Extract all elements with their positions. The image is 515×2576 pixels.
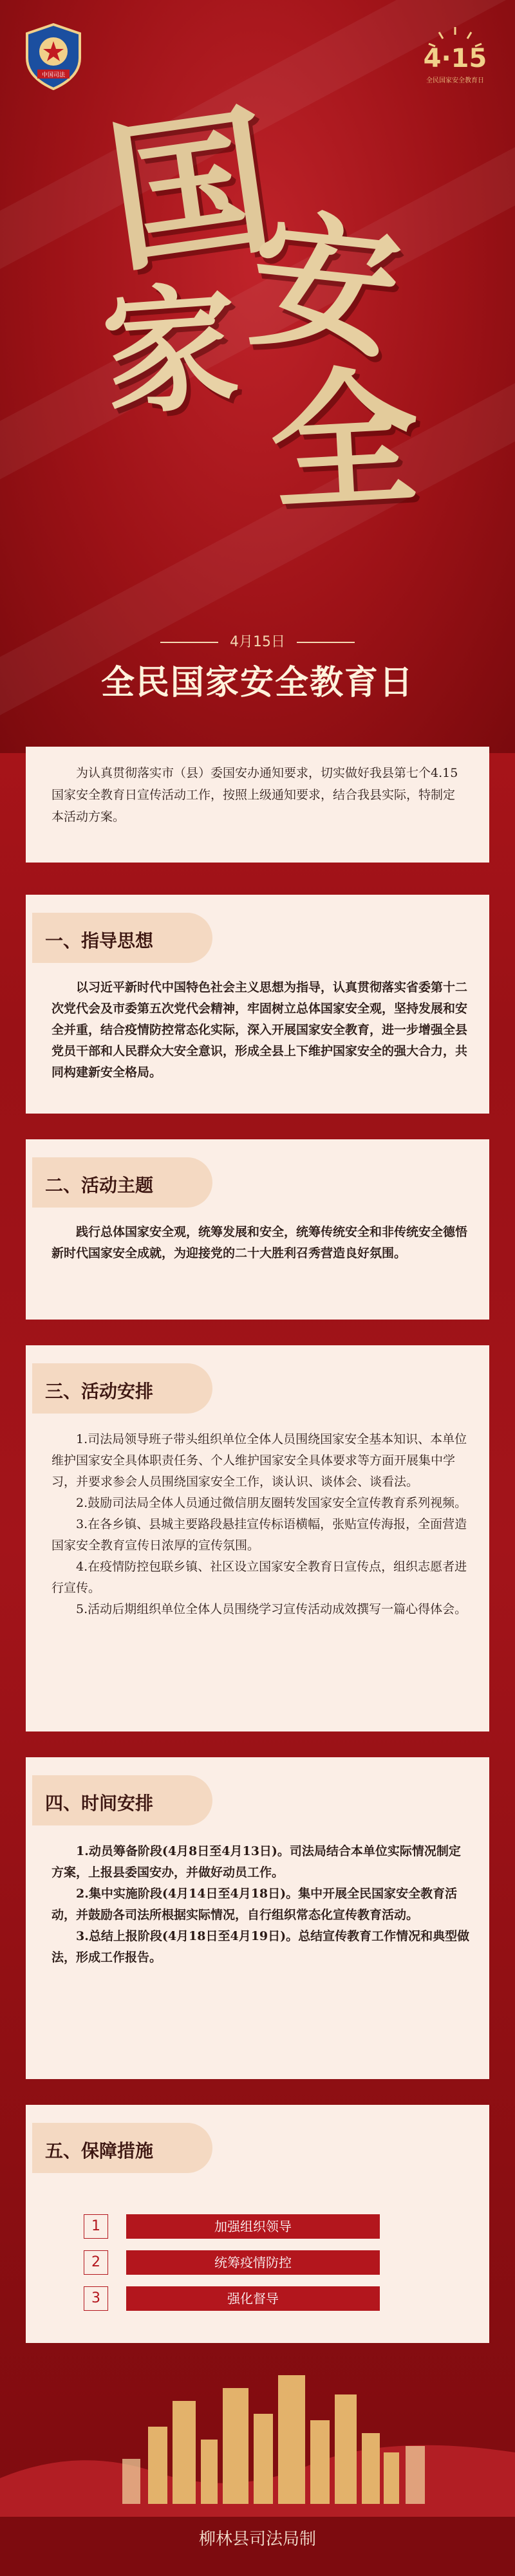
section-paragraph: 3.在各乡镇、县城主要路段悬挂宣传标语横幅，张贴宣传海报，全面营造国家安全教育宣传日浓厚的宣传氛围。	[52, 1517, 467, 1553]
section-schedule	[26, 1757, 489, 2079]
svg-text:4·15: 4·15	[423, 44, 487, 73]
section-activity-arrangement	[26, 1345, 489, 1731]
section-title: 五、保障措施	[45, 2140, 154, 2161]
section-guiding-ideology	[26, 895, 489, 1114]
section-paragraph: 1.动员筹备阶段(4月8日至4月13日)。司法局结合本单位实际情况制定方案，上报县委国安办，并做好动员工作。	[52, 1844, 461, 1880]
section-paragraph: 1.司法局领导班子带头组织单位全体人员围绕国家安全基本知识、本单位维护国家安全具体职责任务、个人维护国家安全具体要求等方面开展集中学习，并要求参会人员围绕国家安全工作，谈认识、谈体会、谈看法。	[52, 1432, 467, 1489]
hero-date: 4月15日	[0, 631, 515, 651]
judicial-emblem-icon	[24, 23, 82, 90]
section-paragraph: 2.集中实施阶段(4月14日至4月18日)。集中开展全民国家安全教育活动，并鼓励各司法所根据实际情况，自行组织常态化宣传教育活动。	[52, 1887, 458, 1922]
svg-text:全民国家安全教育日: 全民国家安全教育日	[426, 77, 484, 84]
section-paragraph: 以习近平新时代中国特色社会主义思想为指导，认真贯彻落实省委第十二次党代会及市委第五次党代会精神，牢固树立总体国家安全观，坚持发展和安全并重，结合疫情防控常态化实际，深入开展国家安全教育，进一步增强全县党员干部和人民群众大安全意识，形成全县上下维护国家安全的强大合力，共同构建新安全格局。	[52, 980, 468, 1079]
measure-item: 3 强化督导	[84, 2286, 380, 2311]
calligraphy-quan: 全	[266, 350, 423, 532]
hero-banner	[0, 0, 515, 753]
section-activity-theme	[26, 1139, 489, 1320]
calligraphy-jia: 家	[97, 266, 244, 435]
city-skyline-illustration	[0, 2349, 515, 2517]
section-paragraph: 3.总结上报阶段(4月18日至4月19日)。总结宣传教育工作情况和典型做法，形成工作报告。	[52, 1929, 470, 1965]
security-day-logo-icon	[420, 23, 491, 88]
calligraphy-an: 安	[242, 192, 408, 381]
page-title: 全民国家安全教育日	[100, 664, 414, 702]
section-paragraph: 2.鼓励司法局全体人员通过微信朋友圈转发国家安全宣传教育系列视频。	[76, 1496, 467, 1510]
svg-text:中国司法: 中国司法	[41, 72, 66, 79]
section-title: 二、活动主题	[45, 1175, 154, 1196]
section-title: 四、时间安排	[45, 1793, 154, 1814]
measure-item: 1 加强组织领导	[84, 2214, 380, 2239]
calligraphy-guo: 国	[97, 85, 283, 295]
section-title: 一、指导思想	[45, 930, 154, 951]
section-title: 三、活动安排	[45, 1381, 154, 1402]
section-safeguard-measures	[26, 2105, 489, 2343]
section-paragraph: 5.活动后期组织单位全体人员围绕学习宣传活动成效撰写一篇心得体会。	[76, 1602, 467, 1616]
footer: 柳林县司法局制	[0, 2517, 515, 2576]
section-paragraph: 4.在疫情防控包联乡镇、社区设立国家安全教育日宣传点，组织志愿者进行宣传。	[52, 1560, 467, 1595]
measure-item: 2 统筹疫情防控	[84, 2250, 380, 2275]
section-paragraph: 践行总体国家安全观，统筹发展和安全，统筹传统安全和非传统安全德悟新时代国家安全成就，为迎接党的二十大胜利召秀营造良好氛围。	[52, 1225, 468, 1260]
intro-text: 为认真贯彻落实市（县）委国安办通知要求，切实做好我县第七个4.15国家安全教育日宣传活动工作，按照上级通知要求，结合我县实际，特制定本活动方案。	[26, 747, 489, 863]
